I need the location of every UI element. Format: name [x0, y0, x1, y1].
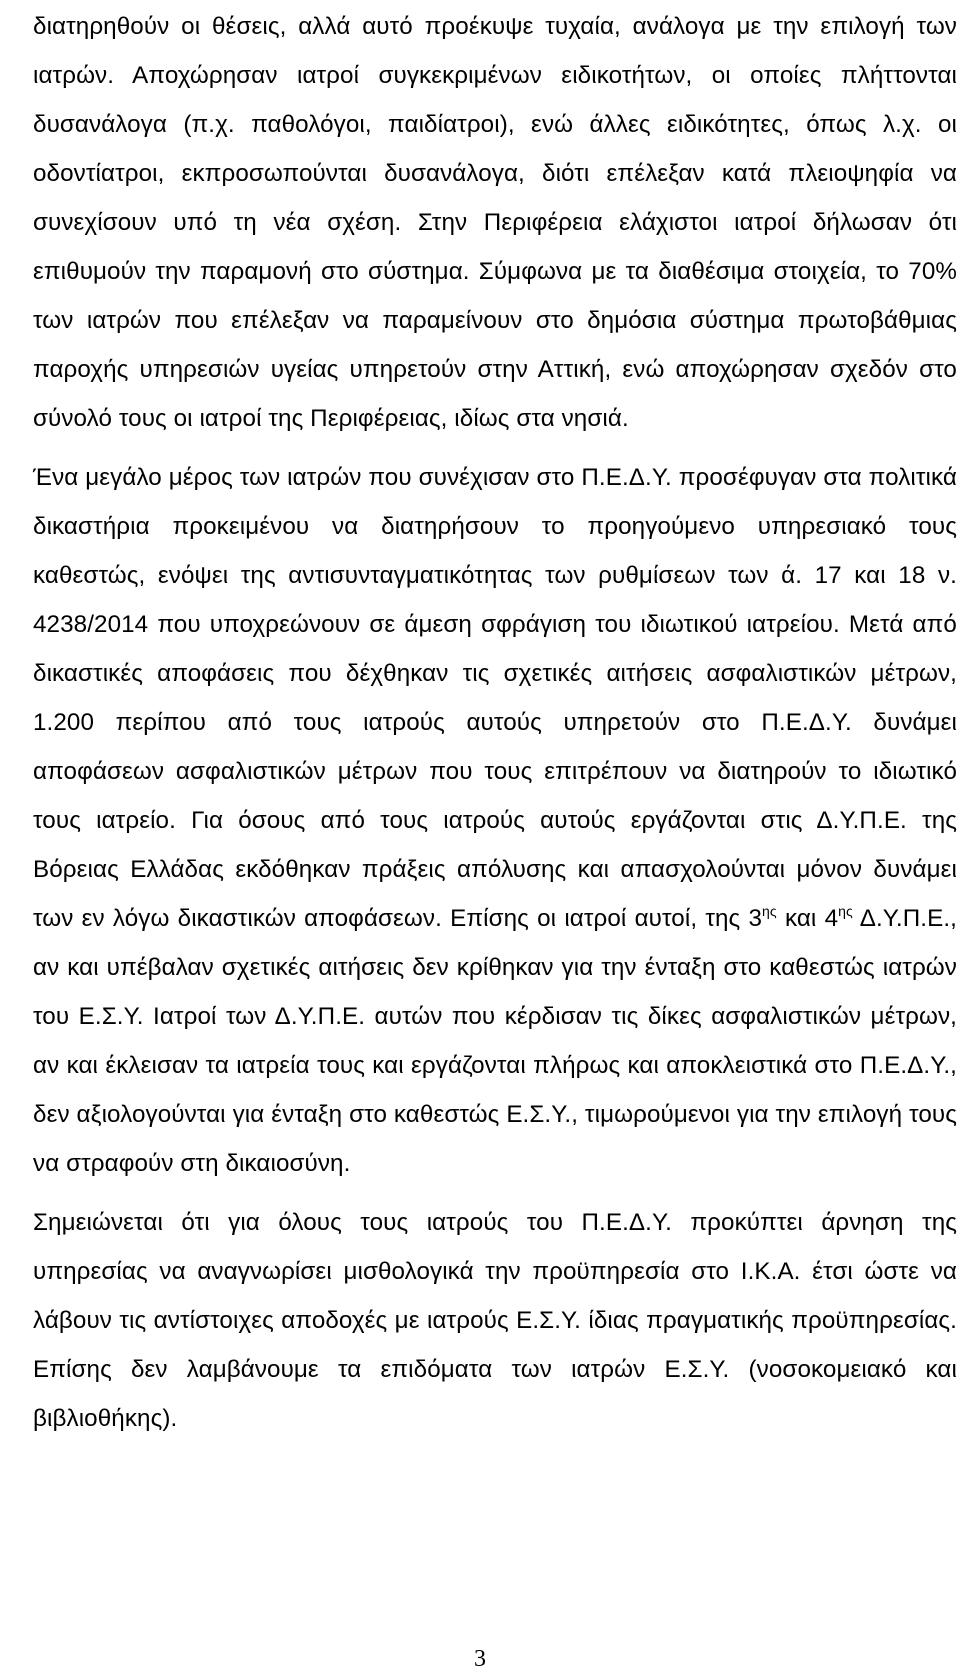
paragraph-2-part-1: Ένα μεγάλο μέρος των ιατρών που συνέχισαν στο Π.Ε.Δ.Υ. προσέφυγαν στα πολιτικά δικαστήρια προκειμένου να διατηρήσουν το προηγούμενο υπηρεσιακό τους καθεστώς, ενόψει της αντισυνταγματικότητας των ρυθμίσεων των ά. 17 και 18 ν. 4238/2014 που υποχρεώνουν σε άμεση σφράγιση του ιδιωτικού ιατρείου. Μετά από δικαστικές αποφάσεις που δέχθηκαν τις σχετικές αιτήσεις ασφαλιστικών μέτρων, 1.200 περίπου από τους ιατρούς αυτούς υπηρετούν στο Π.Ε.Δ.Υ. δυνάμει αποφάσεων ασφαλιστικών μέτρων που τους επιτρέπουν να διατηρούν το ιδιωτικό τους ιατρείο. Για όσους από τους ιατρούς αυτούς εργάζονται στις Δ.Υ.Π.Ε. της Βόρειας Ελλάδας εκδόθηκαν πράξεις απόλυσης και απασχολούνται μόνον δυνάμει των εν λόγω δικαστικών αποφάσεων. Επίσης οι ιατροί αυτοί, της 3 — [33, 464, 957, 932]
paragraph-2-part-3: Δ.Υ.Π.Ε., αν και υπέβαλαν σχετικές αιτήσεις δεν κρίθηκαν για την ένταξη στο καθεστώς ιατρών του Ε.Σ.Υ. Ιατροί των Δ.Υ.Π.Ε. αυτών που κέρδισαν τις δίκες ασφαλιστικών μέτρων, αν και έκλεισαν τα ιατρεία τους και εργάζονται πλήρως και αποκλειστικά στο Π.Ε.Δ.Υ., δεν αξιολογούνται για ένταξη στο καθεστώς Ε.Σ.Υ., τιμωρούμενοι για την επιλογή τους να στραφούν στη δικαιοσύνη. — [33, 905, 957, 1177]
paragraph-1: διατηρηθούν οι θέσεις, αλλά αυτό προέκυψε τυχαία, ανάλογα με την επιλογή των ιατρών. Αποχώρησαν ιατροί συγκεκριμένων ειδικοτήτων, οι οποίες πλήττονται δυσανάλογα (π.χ. παθολόγοι, παιδίατροι), ενώ άλλες ειδικότητες, όπως λ.χ. οι οδοντίατροι, εκπροσωπούνται δυσανάλογα, διότι επέλεξαν κατά πλειοψηφία να συνεχίσουν υπό τη νέα σχέση. Στην Περιφέρεια ελάχιστοι ιατροί δήλωσαν ότι επιθυμούν την παραμονή στο σύστημα. Σύμφωνα με τα διαθέσιμα στοιχεία, το 70% των ιατρών που επέλεξαν να παραμείνουν στο δημόσια σύστημα πρωτοβάθμιας παροχής υπηρεσιών υγείας υπηρετούν στην Αττική, ενώ αποχώρησαν σχεδόν στο σύνολό τους οι ιατροί της Περιφέρειας, ιδίως στα νησιά. — [33, 13, 957, 432]
paragraph-gap — [33, 443, 957, 453]
paragraph-2-part-2: και 4 — [776, 905, 839, 932]
paragraph-2 — [33, 453, 957, 1188]
paragraph-gap — [33, 1188, 957, 1198]
document-page — [33, 0, 957, 1443]
paragraph-3: Σημειώνεται ότι για όλους τους ιατρούς του Π.Ε.Δ.Υ. προκύπτει άρνηση της υπηρεσίας να αναγνωρίσει μισθολογικά την προϋπηρεσία στο Ι.Κ.Α. έτσι ώστε να λάβουν τις αντίστοιχες αποδοχές με ιατρούς Ε.Σ.Υ. ίδιας πραγματικής προϋπηρεσίας. Επίσης δεν λαμβάνουμε τα επιδόματα των ιατρών Ε.Σ.Υ. (νοσοκομειακό και βιβλιοθήκης). — [33, 1209, 957, 1432]
ordinal-suffix-2: ης — [838, 903, 853, 919]
page-number: 3 — [474, 1646, 486, 1672]
ordinal-suffix-1: ης — [762, 903, 777, 919]
